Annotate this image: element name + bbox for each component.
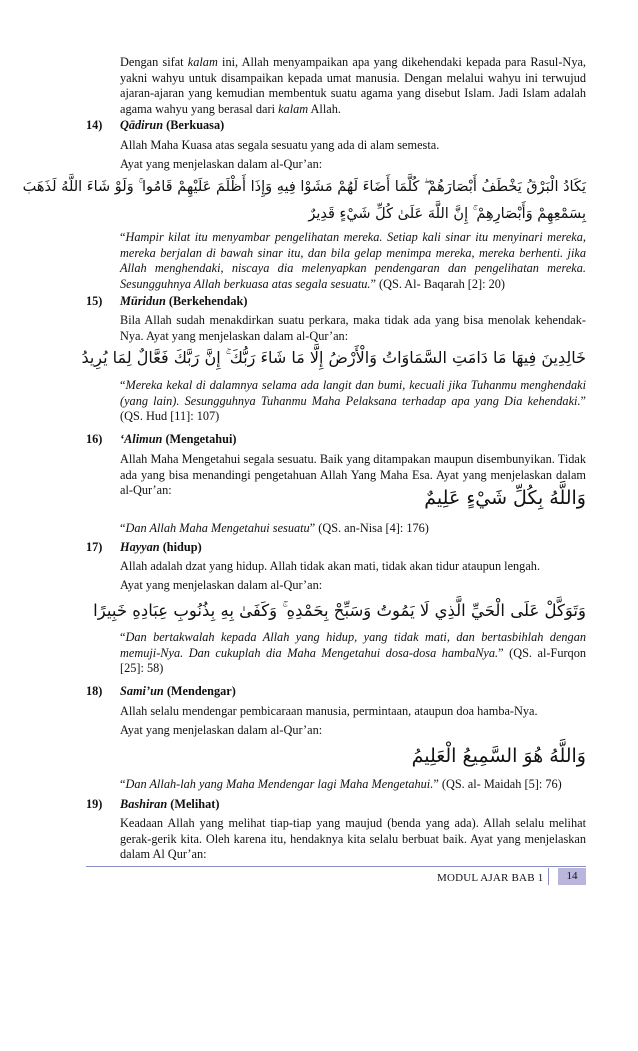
item-description: Ayat yang menjelaskan dalam al-Qur’an: xyxy=(120,157,323,171)
verse-translation: “Hampir kilat itu menyambar pengelihatan mereka. Setiap kali sinar itu menyinari mereka, mereka berjalan di bawah sinar itu, dan bila gelap menimpa mereka, mereka berhenti. jika Allah menghendaki, niscaya dia melenyapkan pendengaran dan pengelihatan mereka. Sesungguhnya Allah berkuasa atas segala sesuatu.” (QS. Al- Baqarah [2]: 20) xyxy=(120,230,586,291)
footer-module-label: MODUL AJAR BAB 1 xyxy=(437,872,544,884)
item-description: Ayat yang menjelaskan dalam al-Qur’an: xyxy=(120,578,323,592)
item-heading-qadirun: 14) Qādirun (Berkuasa) xyxy=(86,118,225,132)
item-heading-muridun: 15) Mūridun (Berkehendak) xyxy=(86,294,248,308)
arabic-verse: وَاللَّهُ هُوَ السَّمِيعُ الْعَلِيمُ xyxy=(411,745,586,767)
verse-translation: “Dan Allah Maha Mengetahui sesuatu” (QS. an-Nisa [4]: 176) xyxy=(120,521,429,535)
item-heading-bashiran: 19) Bashiran (Melihat) xyxy=(86,797,220,811)
page-number: 14 xyxy=(558,868,586,885)
arabic-verse: يَكَادُ الْبَرْقُ يَخْطَفُ أَبْصَارَهُمْ ۖ كُلَّمَا أَضَاءَ لَهُمْ مَشَوْا فِيهِ وَإِذَا أَظْلَمَ عَلَيْهِمْ قَامُوا ۚ وَلَوْ شَاءَ اللَّهُ لَذَهَبَ xyxy=(22,179,586,195)
item-heading-samiun: 18) Sami’un (Mendengar) xyxy=(86,684,236,698)
arabic-verse: وَاللَّهُ بِكُلِّ شَيْءٍ عَلِيمٌ xyxy=(424,487,586,509)
intro-paragraph: Dengan sifat kalam ini, Allah menyampaikan apa yang dikehendaki kepada para Rasul-Nya, yakni wahyu untuk disampaikan kepada umat manusia. Dengan melalui wahyu ini terwujud ajaran-ajaran yang kemudian membentuk suatu agama yang disebut Islam. Jadi Islam adalah agama wahyu yang berasal dari kalam Allah. xyxy=(120,55,586,116)
footer-divider xyxy=(86,866,586,867)
item-description: Keadaan Allah yang melihat tiap-tiap yang maujud (benda yang ada). Allah selalu melihat gerak-gerik kita. Oleh karena itu, hendaknya kita selalu berbuat baik. Ayat yang menjelaskan dalam Al Qur’an: xyxy=(120,816,586,862)
verse-translation: “Mereka kekal di dalamnya selama ada langit dan bumi, kecuali jika Tuhanmu menghendaki (yang lain). Sesungguhnya Tuhanmu Maha Pelaksana terhadap apa yang Dia kehendaki.” (QS. Hud [11]: 107) xyxy=(120,378,586,424)
arabic-verse: وَتَوَكَّلْ عَلَى الْحَيِّ الَّذِي لَا يَمُوتُ وَسَبِّحْ بِحَمْدِهِ ۚ وَكَفَىٰ بِهِ بِذُنُوبِ عِبَادِهِ خَبِيرًا xyxy=(93,601,586,620)
arabic-verse: بِسَمْعِهِمْ وَأَبْصَارِهِمْ ۚ إِنَّ اللَّهَ عَلَىٰ كُلِّ شَيْءٍ قَدِيرٌ xyxy=(308,206,586,222)
item-description: Allah Maha Mengetahui segala sesuatu. Baik yang ditampakan maupun disembunyikan. Tidak ada yang bisa menandingi pengetahuan Allah Yang Maha Esa. Ayat yang menjelaskan dalam al-Qur’an: xyxy=(120,452,586,498)
footer-separator xyxy=(548,868,549,885)
item-heading-alimun: 16) ‘Alimun (Mengetahui) xyxy=(86,432,237,446)
verse-translation: “Dan bertakwalah kepada Allah yang hidup, yang tidak mati, dan bertasbihlah dengan memuji-Nya. Dan cukuplah dia Maha Mengetahui dosa-dosa hambaNya.” (QS. al-Furqon [25]: 58) xyxy=(120,630,587,676)
item-description: Bila Allah sudah menakdirkan suatu perkara, maka tidak ada yang bisa menolak kehendak-Nya. Ayat yang menjelaskan dalam al-Qur’an: xyxy=(120,313,586,343)
item-description: Allah Maha Kuasa atas segala sesuatu yang ada di alam semesta. xyxy=(120,138,440,152)
arabic-verse: خَالِدِينَ فِيهَا مَا دَامَتِ السَّمَاوَاتُ وَالْأَرْضُ إِلَّا مَا شَاءَ رَبُّكَ ۚ إِنَّ رَبَّكَ فَعَّالٌ لِمَا يُرِيدُ xyxy=(81,348,586,367)
item-description: Ayat yang menjelaskan dalam al-Qur’an: xyxy=(120,723,323,737)
item-description: Allah selalu mendengar pembicaraan manusia, permintaan, ataupun doa hamba-Nya. xyxy=(120,704,538,718)
item-description: Allah adalah dzat yang hidup. Allah tidak akan mati, tidak akan tidur ataupun lengah. xyxy=(120,559,541,573)
item-heading-hayyan: 17) Hayyan (hidup) xyxy=(86,540,202,554)
verse-translation: “Dan Allah-lah yang Maha Mendengar lagi Maha Mengetahui.” (QS. al- Maidah [5]: 76) xyxy=(120,777,562,791)
